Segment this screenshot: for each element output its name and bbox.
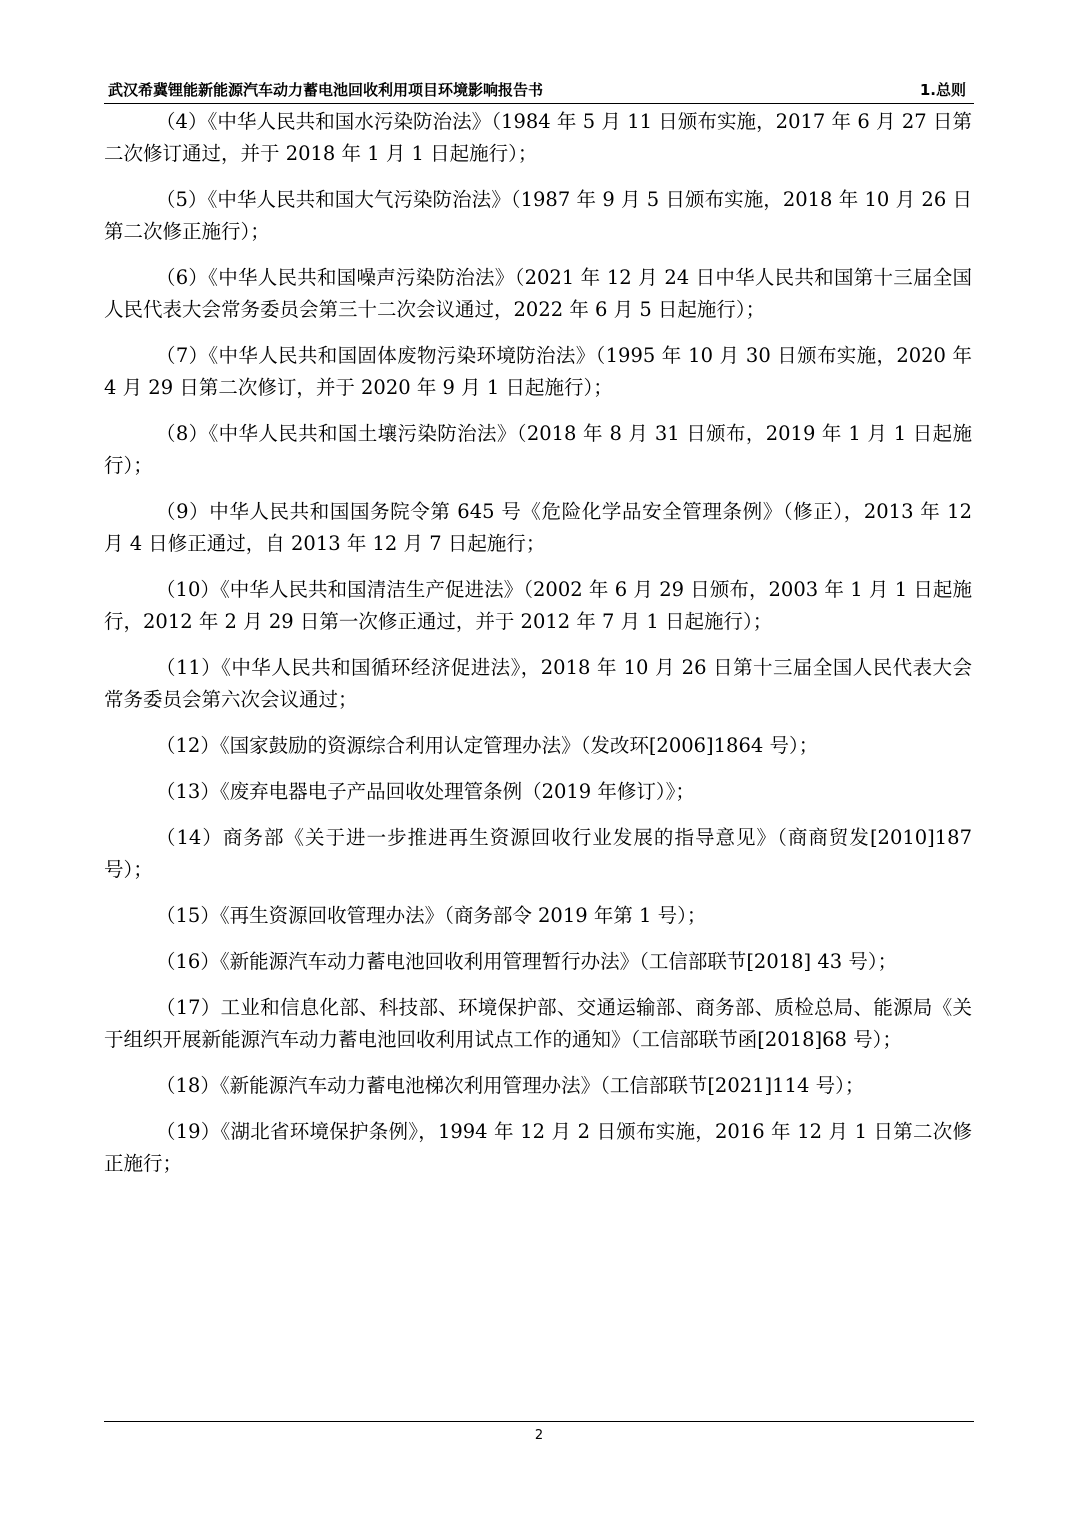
regulation-item-10: （10）《中华人民共和国清洁生产促进法》（2002 年 6 月 29 日颁布，2003 年 1 月 1 日起施行，2012 年 2 月 29 日第一次修正通过，并于 2012 年 7 月 1 日起施行）； bbox=[104, 578, 972, 633]
regulation-item-18: （18）《新能源汽车动力蓄电池梯次利用管理办法》（工信部联节[2021]114 号）； bbox=[156, 1074, 865, 1097]
page-number: 2 bbox=[534, 1428, 544, 1443]
regulation-item-9: （9）中华人民共和国国务院令第 645 号《危险化学品安全管理条例》（修正），2013 年 12 月 4 日修正通过，自 2013 年 12 月 7 日起施行； bbox=[104, 500, 972, 555]
regulation-item-11: （11）《中华人民共和国循环经济促进法》，2018 年 10 月 26 日第十三届全国人民代表大会常务委员会第六次会议通过； bbox=[104, 656, 972, 711]
regulation-item-17: （17）工业和信息化部、科技部、环境保护部、交通运输部、商务部、质检总局、能源局《关于组织开展新能源汽车动力蓄电池回收利用试点工作的通知》（工信部联节函[2018]68 号）； bbox=[104, 996, 972, 1051]
header-divider bbox=[104, 103, 974, 104]
regulation-item-16: （16）《新能源汽车动力蓄电池回收利用管理暂行办法》（工信部联节[2018] 43 号）； bbox=[156, 950, 898, 973]
regulation-item-8: （8）《中华人民共和国土壤污染防治法》（2018 年 8 月 31 日颁布，2019 年 1 月 1 日起施行）； bbox=[104, 422, 972, 477]
regulation-item-14: （14）商务部《关于进一步推进再生资源回收行业发展的指导意见》（商商贸发[2010]187 号）； bbox=[104, 826, 972, 881]
regulation-item-7: （7）《中华人民共和国固体废物污染环境防治法》（1995 年 10 月 30 日颁布实施，2020 年 4 月 29 日第二次修订，并于 2020 年 9 月 1 日起施行）； bbox=[104, 344, 972, 399]
regulation-item-6: （6）《中华人民共和国噪声污染防治法》（2021 年 12 月 24 日中华人民共和国第十三届全国人民代表大会常务委员会第三十二次会议通过，2022 年 6 月 5 日起施行）； bbox=[104, 266, 972, 321]
page-header bbox=[104, 77, 974, 101]
regulation-item-12: （12）《国家鼓励的资源综合利用认定管理办法》（发改环[2006]1864 号）； bbox=[156, 734, 819, 757]
document-body bbox=[104, 106, 972, 1194]
footer-divider bbox=[104, 1421, 974, 1422]
regulation-item-13: （13）《废弃电器电子产品回收处理管条例（2019 年修订）》； bbox=[156, 780, 695, 803]
regulation-item-4: （4）《中华人民共和国水污染防治法》（1984 年 5 月 11 日颁布实施，2017 年 6 月 27 日第二次修订通过，并于 2018 年 1 月 1 日起施行）； bbox=[104, 110, 972, 165]
regulation-item-19: （19）《湖北省环境保护条例》，1994 年 12 月 2 日颁布实施，2016 年 12 月 1 日第二次修正施行； bbox=[104, 1120, 972, 1175]
regulation-item-15: （15）《再生资源回收管理办法》（商务部令 2019 年第 1 号）； bbox=[156, 904, 707, 927]
section-label: 1.总则 bbox=[919, 81, 966, 99]
document-title: 武汉希冀锂能新能源汽车动力蓄电池回收利用项目环境影响报告书 bbox=[108, 81, 544, 99]
regulation-item-5: （5）《中华人民共和国大气污染防治法》（1987 年 9 月 5 日颁布实施，2018 年 10 月 26 日第二次修正施行）； bbox=[104, 188, 972, 243]
